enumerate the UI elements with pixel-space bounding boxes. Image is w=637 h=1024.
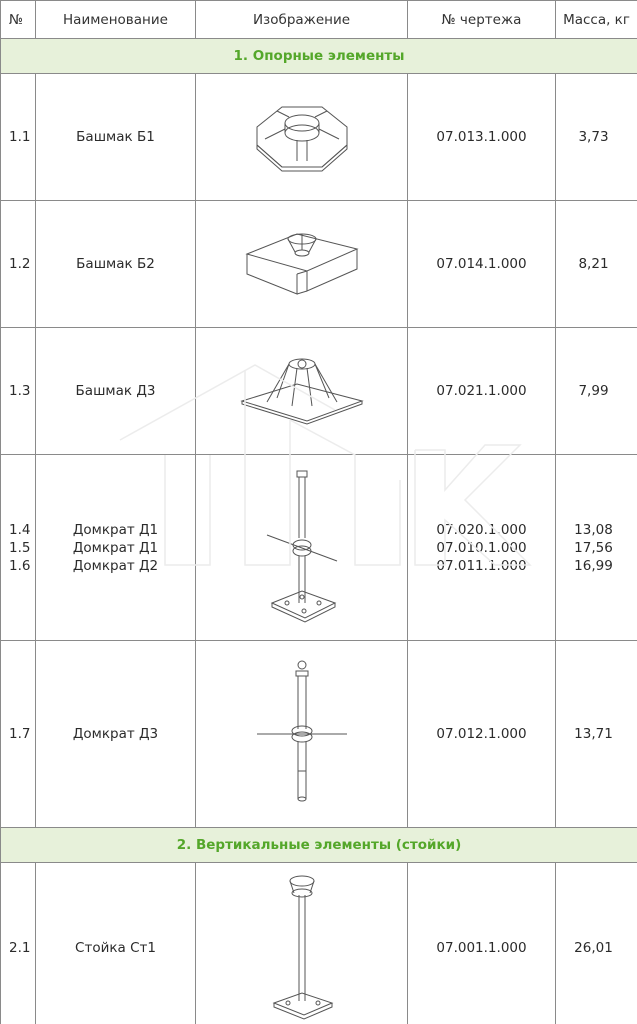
row-mass-item: 16,99: [574, 557, 613, 574]
section-row: [1, 39, 637, 74]
row-num-item: 1.5: [9, 539, 31, 556]
row-name: Стойка Ст1: [36, 863, 196, 1024]
row-name: Башмак Д3: [36, 328, 196, 455]
row-drawing-item: 07.011.1.000: [436, 557, 527, 574]
row-image: [196, 328, 408, 455]
row-drawing: 07.021.1.000: [408, 328, 556, 455]
row-image: [196, 201, 408, 328]
jack-d1-icon: [257, 463, 347, 633]
row-drawing: 07.001.1.000: [408, 863, 556, 1024]
row-image: [196, 74, 408, 201]
row-num: 2.1: [1, 863, 36, 1024]
row-mass: 13,71: [556, 641, 637, 828]
row-name: [36, 455, 196, 641]
row-num-item: 1.4: [9, 521, 31, 538]
shoe-b1-icon: [237, 97, 367, 177]
row-mass: 8,21: [556, 201, 637, 328]
row-num: 1.3: [1, 328, 36, 455]
row-drawing-item: 07.010.1.000: [436, 539, 527, 556]
jack-d3-icon: [252, 659, 352, 809]
row-drawing: 07.014.1.000: [408, 201, 556, 328]
table-row: [1, 201, 637, 328]
row-drawing: 07.013.1.000: [408, 74, 556, 201]
shoe-b2-icon: [237, 219, 367, 309]
row-mass: [556, 455, 637, 641]
row-name-item: Домкрат Д2: [72, 557, 159, 574]
table-row: [1, 641, 637, 828]
header-name: Наименование: [36, 1, 196, 39]
row-mass: 26,01: [556, 863, 637, 1024]
header-drawing: № чертежа: [408, 1, 556, 39]
row-image: [196, 863, 408, 1024]
row-drawing: 07.012.1.000: [408, 641, 556, 828]
table-row: [1, 455, 637, 641]
row-mass: 7,99: [556, 328, 637, 455]
row-mass: 3,73: [556, 74, 637, 201]
table-row: [1, 328, 637, 455]
row-name-item: Домкрат Д1: [72, 539, 159, 556]
row-name: Домкрат Д3: [36, 641, 196, 828]
section-title: 2. Вертикальные элементы (стойки): [1, 828, 637, 863]
row-image: [196, 641, 408, 828]
section-row: [1, 828, 637, 863]
row-image: [196, 455, 408, 641]
row-num: 1.1: [1, 74, 36, 201]
row-drawing: [408, 455, 556, 641]
row-drawing-item: 07.020.1.000: [436, 521, 527, 538]
header-image: Изображение: [196, 1, 408, 39]
header-row: [1, 1, 637, 39]
shoe-d3-icon: [237, 346, 367, 436]
row-name-item: Домкрат Д1: [72, 521, 159, 538]
post-st1-icon: [262, 873, 342, 1023]
row-name: Башмак Б2: [36, 201, 196, 328]
header-mass: Масса, кг: [556, 1, 637, 39]
row-num: [1, 455, 36, 641]
row-num-item: 1.6: [9, 557, 31, 574]
row-name: Башмак Б1: [36, 74, 196, 201]
row-num: 1.2: [1, 201, 36, 328]
table-row: [1, 863, 637, 1024]
row-mass-item: 17,56: [574, 539, 613, 556]
header-num: №: [1, 1, 36, 39]
table-row: [1, 74, 637, 201]
section-title: 1. Опорные элементы: [1, 39, 637, 74]
row-mass-item: 13,08: [574, 521, 613, 538]
row-num: 1.7: [1, 641, 36, 828]
